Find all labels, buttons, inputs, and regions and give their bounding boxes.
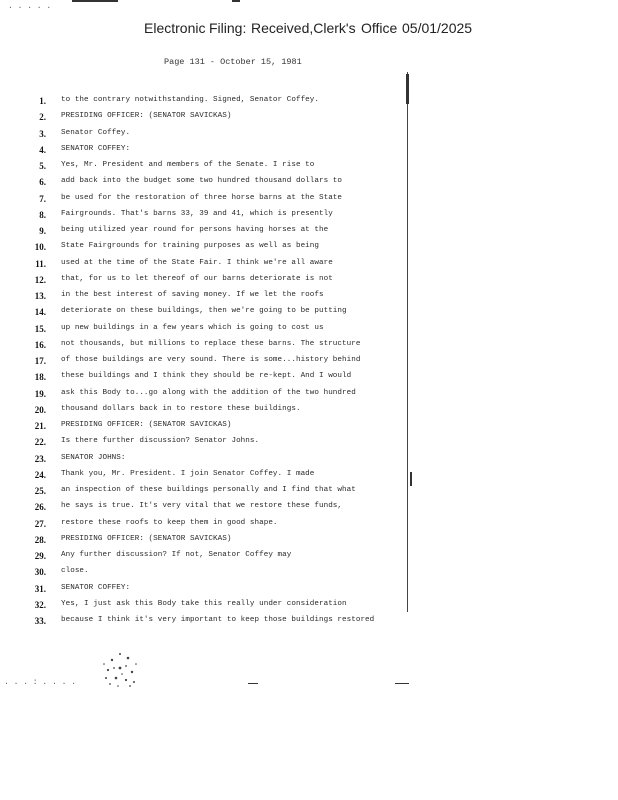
line-text: be used for the restoration of three horse barns at the State <box>61 193 343 202</box>
line-text: that, for us to let thereof of our barns deteriorate is not <box>61 274 333 283</box>
transcript-line <box>0 500 618 516</box>
transcript-line <box>0 208 618 224</box>
line-text: deteriorate on these buildings, then we're going to be putting <box>61 307 347 316</box>
stamp-received: Received,Clerk's <box>251 20 356 36</box>
line-number: 14. <box>34 307 46 318</box>
transcript-line <box>0 143 618 159</box>
line-number: 27. <box>34 518 46 529</box>
transcript-line <box>0 354 618 370</box>
transcript-line <box>0 338 618 354</box>
line-text: close. <box>61 567 89 576</box>
line-number: 2. <box>39 112 46 123</box>
transcript-line <box>0 435 618 451</box>
transcript-line <box>0 387 618 403</box>
line-text: PRESIDING OFFICER: (SENATOR SAVICKAS) <box>61 421 232 429</box>
line-number: 21. <box>34 421 46 431</box>
line-number: 15. <box>34 323 46 334</box>
transcript-line <box>0 224 618 240</box>
line-number: 32. <box>34 599 46 610</box>
line-number: 17. <box>34 356 46 366</box>
line-number: 3. <box>39 128 46 139</box>
transcript-line <box>0 159 618 175</box>
line-number: 1. <box>39 96 46 106</box>
transcript-line <box>0 110 618 126</box>
line-number: 30. <box>34 567 46 578</box>
line-text: Senator Coffey. <box>61 128 131 137</box>
line-number: 13. <box>34 291 46 301</box>
line-number: 6. <box>39 177 46 188</box>
line-text: ask this Body to...go along with the addition of the two hundred <box>61 388 356 397</box>
line-text: Thank you, Mr. President. I join Senator Coffey. I made <box>61 469 315 478</box>
stamp-electronic: Electronic <box>144 20 206 36</box>
line-number: 4. <box>39 144 46 155</box>
line-text: he says is true. It's very vital that we restore these funds, <box>61 502 343 511</box>
line-text: an inspection of these buildings personally and I find that what <box>61 486 356 494</box>
line-text: State Fairgrounds for training purposes as well as being <box>61 242 319 251</box>
bottom-edge-bar-2 <box>395 683 409 684</box>
line-text: because I think it's very important to keep those buildings restored <box>61 616 375 624</box>
line-text: add back into the budget some two hundred thousand dollars to <box>61 177 343 186</box>
line-text: SENATOR COFFEY: <box>61 144 131 153</box>
line-text: Is there further discussion? Senator Johns. <box>61 437 260 446</box>
notary-seal-graphic <box>98 646 142 690</box>
line-text: these buildings and I think they should be re-kept. And I would <box>61 372 352 381</box>
line-text: restore these roofs to keep them in good shape. <box>61 518 278 527</box>
transcript-line <box>0 484 618 500</box>
line-text: Yes, Mr. President and members of the Senate. I rise to <box>61 161 315 169</box>
line-number: 29. <box>34 551 46 561</box>
top-edge-dot <box>232 0 240 2</box>
transcript-line <box>0 192 618 208</box>
transcript-line <box>0 240 618 256</box>
line-number: 20. <box>34 404 46 415</box>
transcript-line <box>0 614 618 630</box>
line-text: SENATOR JOHNS: <box>61 453 126 462</box>
transcript-line <box>0 452 618 468</box>
transcript-line <box>0 403 618 419</box>
transcript-line <box>0 322 618 338</box>
line-text: being utilized year round for persons having horses at the <box>61 226 329 234</box>
bottom-edge-bar-1 <box>248 683 258 684</box>
line-text: PRESIDING OFFICER: (SENATOR SAVICKAS) <box>61 112 232 121</box>
line-number: 10. <box>34 242 46 253</box>
transcript-line <box>0 419 618 435</box>
transcript-line <box>0 257 618 273</box>
line-number: 11. <box>35 258 46 269</box>
line-number: 7. <box>39 193 46 204</box>
transcript-line <box>0 582 618 598</box>
transcript-line <box>0 598 618 614</box>
line-number: 25. <box>34 486 46 496</box>
transcript-line <box>0 175 618 191</box>
transcript-line <box>0 305 618 321</box>
line-text: Any further discussion? If not, Senator Coffey may <box>61 551 292 559</box>
top-edge-marks: . . . . . <box>8 2 52 11</box>
line-number: 9. <box>39 226 46 236</box>
line-number: 23. <box>34 453 46 464</box>
line-text: thousand dollars back in to restore these buildings. <box>61 404 301 413</box>
stamp-date: 05/01/2025 <box>402 20 473 36</box>
transcript-line <box>0 533 618 549</box>
transcript-line <box>0 565 618 581</box>
line-text: to the contrary notwithstanding. Signed, Senator Coffey. <box>61 96 319 104</box>
line-text: SENATOR COFFEY: <box>61 583 131 592</box>
line-number: 31. <box>34 583 46 594</box>
line-number: 8. <box>39 209 46 220</box>
top-edge-bar <box>72 0 118 2</box>
line-number: 28. <box>34 534 46 545</box>
stamp-filing: Filing: <box>209 20 247 36</box>
line-number: 19. <box>34 388 46 399</box>
transcript-line <box>0 289 618 305</box>
line-number: 16. <box>34 339 46 350</box>
line-number: 18. <box>34 372 46 383</box>
transcript-line <box>0 94 618 110</box>
line-number: 22. <box>34 437 46 448</box>
transcript-line <box>0 127 618 143</box>
transcript-line <box>0 549 618 565</box>
line-text: up new buildings in a few years which is going to cost us <box>61 323 324 332</box>
line-number: 26. <box>34 502 46 513</box>
line-text: used at the time of the State Fair. I think we're all aware <box>61 258 333 267</box>
line-text: not thousands, but millions to replace these barns. The structure <box>61 339 361 348</box>
line-number: 12. <box>34 274 46 285</box>
line-text: of those buildings are very sound. There is some...history behind <box>61 356 361 364</box>
transcript-line <box>0 273 618 289</box>
transcript-line <box>0 370 618 386</box>
line-number: 24. <box>34 469 46 480</box>
transcript-line <box>0 468 618 484</box>
line-number: 33. <box>34 616 46 626</box>
line-number: 5. <box>39 161 46 171</box>
line-text: Yes, I just ask this Body take this really under consideration <box>61 599 347 608</box>
page-header: Page 131 - October 15, 1981 <box>164 57 302 67</box>
stamp-office: Office <box>361 20 398 36</box>
line-text: PRESIDING OFFICER: (SENATOR SAVICKAS) <box>61 534 232 543</box>
bottom-edge-marks: . . . : . . . . <box>4 678 77 687</box>
transcript-line <box>0 517 618 533</box>
line-text: Fairgrounds. That's barns 33, 39 and 41, which is presently <box>61 209 333 218</box>
line-text: in the best interest of saving money. If we let the roofs <box>61 291 324 299</box>
